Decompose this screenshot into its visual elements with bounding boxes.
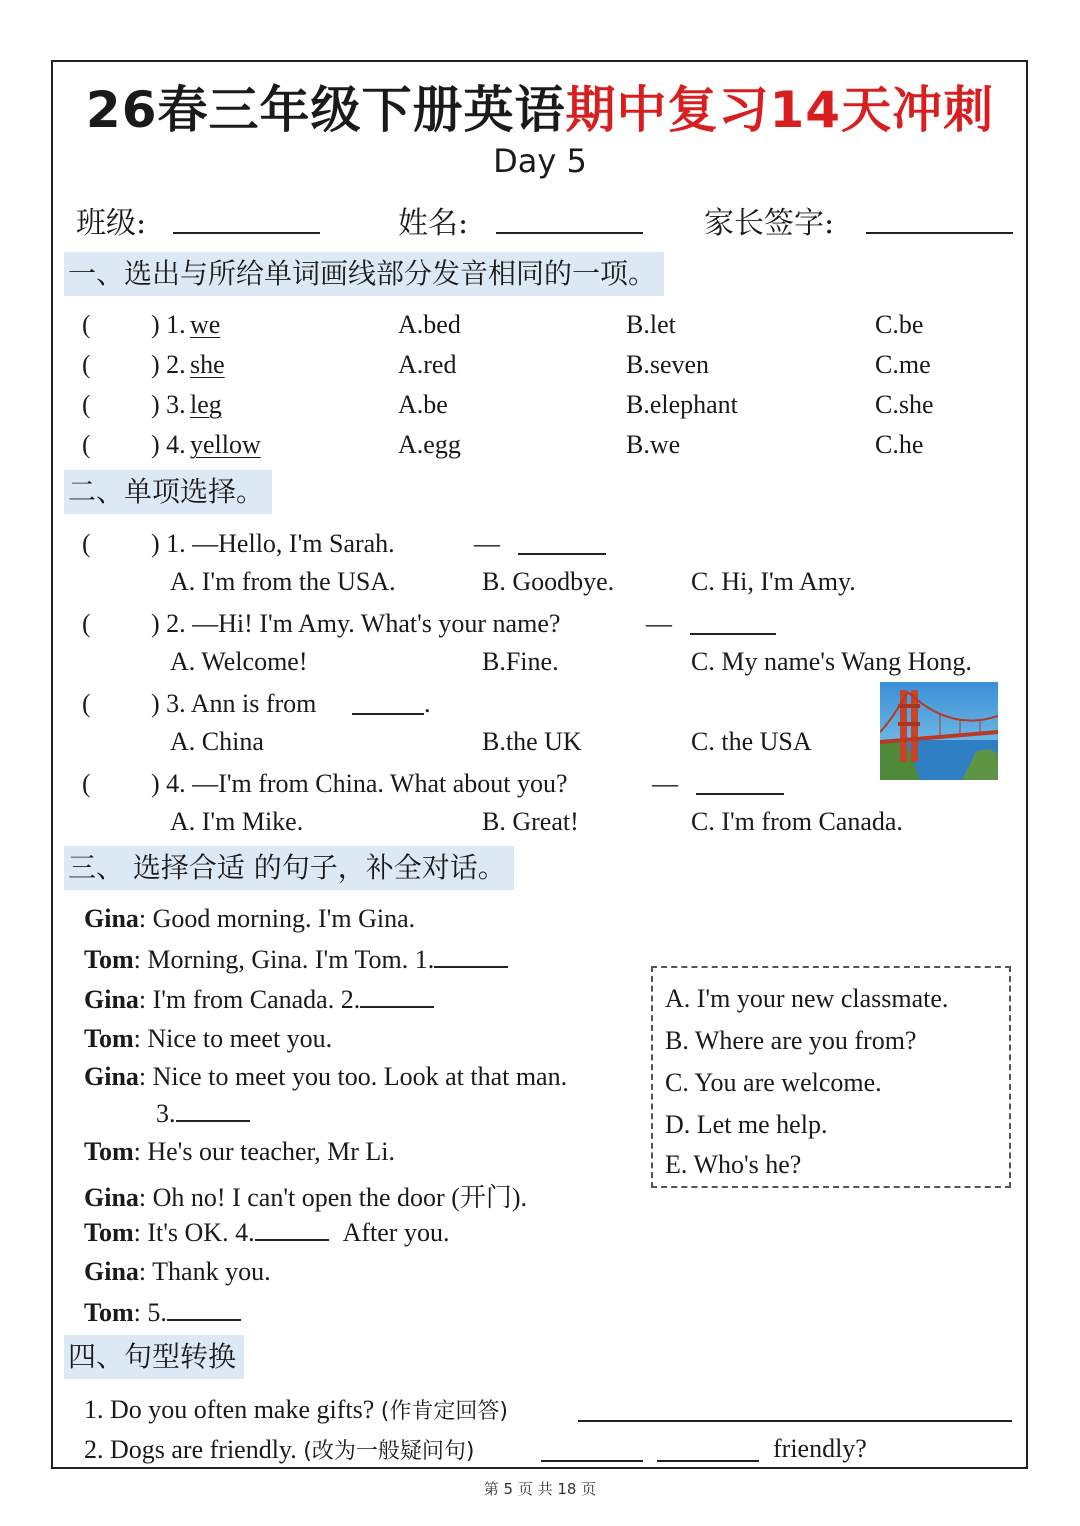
paren-open: ( — [82, 609, 91, 638]
paren-open: ( — [82, 430, 91, 459]
paren-open: ( — [82, 769, 91, 798]
answer-dash: — — [652, 769, 678, 798]
option-c: C.he — [875, 430, 924, 459]
instruction-note: (作肯定回答) — [380, 1399, 508, 1424]
question-text: ) 2. —Hi! I'm Amy. What's your name? — [151, 609, 561, 638]
given-word: leg — [190, 390, 222, 419]
question-text: ) 4. —I'm from China. What about you? — [151, 769, 568, 798]
answer-blank-3[interactable] — [176, 1098, 250, 1122]
question-number: ) 2. — [151, 350, 186, 379]
option-c: C. Hi, I'm Amy. — [691, 567, 856, 596]
dialogue-line — [84, 1297, 241, 1328]
dialogue-text: : Morning, Gina. I'm Tom. 1. — [133, 945, 435, 974]
question-text: ) 1. —Hello, I'm Sarah. — [151, 529, 395, 558]
dialogue-text: : It's OK. 4. — [133, 1218, 255, 1247]
option-item: B. Where are you from? — [665, 1026, 917, 1055]
answer-blank-2[interactable] — [360, 984, 434, 1008]
speaker-name: Tom — [84, 1137, 134, 1166]
dialogue-line — [84, 944, 508, 975]
paren-open: ( — [82, 310, 91, 339]
title-red-part: 期中复习14天冲刺 — [565, 81, 995, 139]
option-a: A.bed — [398, 310, 461, 339]
dialogue-text: : Nice to meet you too. Look at that man. — [138, 1062, 568, 1091]
parent-signature-label: 家长签字: — [704, 206, 835, 241]
dialogue-text: : Thank you. — [138, 1257, 271, 1286]
transform-question-1 — [84, 1394, 508, 1425]
dialogue-text: : Oh no! I can't open the door (开门). — [138, 1183, 528, 1212]
dialogue-text: : Good morning. I'm Gina. — [138, 904, 416, 933]
option-a: A. I'm Mike. — [170, 807, 304, 836]
given-word: we — [190, 310, 221, 339]
question-text: 2. Dogs are friendly. — [84, 1435, 297, 1464]
dialogue-line — [84, 984, 434, 1015]
option-a: A.egg — [398, 430, 461, 459]
question-text: 1. Do you often make gifts? — [84, 1395, 375, 1424]
speaker-name: Tom — [84, 1298, 134, 1327]
answer-line-1[interactable] — [578, 1420, 1012, 1422]
dialogue-line — [84, 904, 415, 934]
option-b: B.the UK — [482, 727, 582, 756]
section3-heading: 三、 选择合适 的句子，补全对话。 — [64, 846, 514, 890]
dialogue-text: : He's our teacher, Mr Li. — [133, 1137, 396, 1166]
parent-signature-blank[interactable] — [866, 232, 1013, 234]
answer-blank-4[interactable] — [255, 1217, 329, 1241]
day-label: Day 5 — [493, 142, 587, 180]
option-b: B.Fine. — [482, 647, 559, 676]
option-a: A. I'm from the USA. — [170, 567, 396, 596]
given-word: she — [190, 350, 225, 379]
paren-open: ( — [82, 350, 91, 379]
option-c: C.she — [875, 390, 934, 419]
speaker-name: Tom — [84, 1024, 134, 1053]
option-c: C.me — [875, 350, 931, 379]
option-a: A.be — [398, 390, 448, 419]
question-number: ) 1. — [151, 310, 186, 339]
options-box — [651, 966, 1011, 1188]
speaker-name: Gina — [84, 1257, 139, 1286]
speaker-name: Gina — [84, 1183, 139, 1212]
option-b: B.let — [626, 310, 676, 339]
dialogue-text: 3. — [156, 1099, 176, 1128]
answer-blank[interactable] — [696, 793, 784, 795]
answer-dash: — — [646, 609, 672, 638]
golden-gate-bridge-image — [880, 682, 998, 780]
question-number: ) 3. — [151, 390, 186, 419]
class-label: 班级: — [76, 206, 147, 241]
answer-line-2b[interactable] — [657, 1460, 759, 1462]
transform-question-2 — [84, 1434, 474, 1465]
option-item: E. Who's he? — [665, 1150, 802, 1179]
option-a: A.red — [398, 350, 457, 379]
page-title — [0, 70, 1080, 142]
dialogue-text: : 5. — [133, 1298, 167, 1327]
speaker-name: Tom — [84, 1218, 134, 1247]
option-c: C.be — [875, 310, 924, 339]
dialogue-line — [84, 1217, 449, 1248]
speaker-name: Tom — [84, 945, 134, 974]
option-item: D. Let me help. — [665, 1110, 828, 1139]
answer-line-2a[interactable] — [541, 1460, 643, 1462]
section4-heading: 四、句型转换 — [64, 1335, 244, 1379]
instruction-note: (改为一般疑问句) — [303, 1439, 475, 1464]
speaker-name: Gina — [84, 985, 139, 1014]
dialogue-line — [84, 1257, 271, 1287]
paren-open: ( — [82, 390, 91, 419]
option-b: B. Goodbye. — [482, 567, 615, 596]
page-footer: 第 5 页 共 18 页 — [483, 1480, 597, 1498]
option-b: B. Great! — [482, 807, 579, 836]
answer-blank-1[interactable] — [434, 944, 508, 968]
option-b: B.elephant — [626, 390, 738, 419]
option-a: A. Welcome! — [170, 647, 308, 676]
question-text: ) 3. Ann is from — [151, 689, 317, 718]
option-a: A. China — [170, 727, 264, 756]
answer-blank[interactable] — [690, 633, 776, 635]
dialogue-line — [84, 1177, 527, 1214]
name-blank[interactable] — [496, 232, 643, 234]
dialogue-line — [84, 1024, 332, 1054]
section2-heading: 二、单项选择。 — [64, 470, 272, 514]
speaker-name: Gina — [84, 1062, 139, 1091]
period: . — [424, 689, 431, 718]
after-you-text: After you. — [342, 1218, 450, 1247]
title-black-part: 26春三年级下册英语 — [85, 81, 566, 139]
option-c: C. I'm from Canada. — [691, 807, 903, 836]
name-label: 姓名: — [398, 206, 469, 241]
dialogue-line — [84, 1137, 395, 1167]
question-number: ) 4. — [151, 430, 186, 459]
dialogue-text: : Nice to meet you. — [133, 1024, 333, 1053]
speaker-name: Gina — [84, 904, 139, 933]
option-b: B.seven — [626, 350, 710, 379]
answer-blank[interactable] — [518, 553, 606, 555]
dialogue-line — [84, 1062, 567, 1092]
option-item: A. I'm your new classmate. — [665, 984, 949, 1013]
option-c: C. the USA — [691, 727, 812, 756]
option-b: B.we — [626, 430, 681, 459]
paren-open: ( — [82, 529, 91, 558]
option-c: C. My name's Wang Hong. — [691, 647, 972, 676]
dialogue-line — [156, 1098, 250, 1129]
answer-blank[interactable] — [352, 713, 424, 715]
given-word: yellow — [190, 430, 261, 459]
answer-dash: — — [474, 529, 500, 558]
paren-open: ( — [82, 689, 91, 718]
section1-heading: 一、选出与所给单词画线部分发音相同的一项。 — [64, 252, 664, 296]
option-item: C. You are welcome. — [665, 1068, 882, 1097]
question-tail: friendly? — [773, 1434, 867, 1463]
class-blank[interactable] — [173, 232, 320, 234]
dialogue-text: : I'm from Canada. 2. — [138, 985, 361, 1014]
answer-blank-5[interactable] — [167, 1297, 241, 1321]
